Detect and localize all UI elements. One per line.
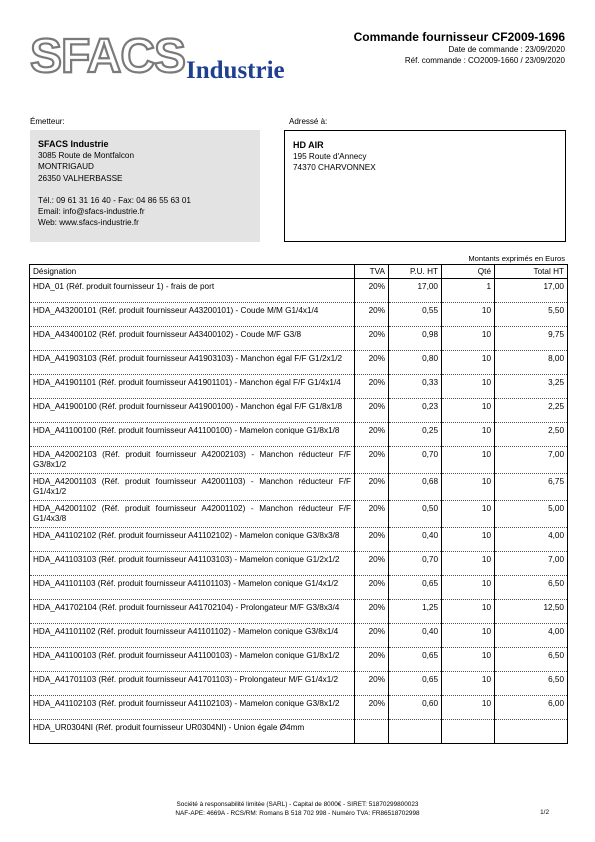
cell-designation: HDA_UR0304NI (Réf. produit fournisseur UR0304NI) - Union égale Ø4mm — [30, 720, 355, 744]
recipient-address-line: 195 Route d'Annecy — [293, 152, 367, 162]
cell-quantity: 10 — [442, 474, 495, 501]
logo-graphic — [28, 30, 318, 90]
cell-tva: 20% — [355, 375, 389, 399]
table-header-row — [30, 265, 568, 279]
issuer-phone: Tél.: 09 61 31 16 40 - Fax: 04 86 55 63 01 — [38, 195, 191, 205]
cell-tva: 20% — [355, 600, 389, 624]
cell-quantity: 10 — [442, 399, 495, 423]
cell-total: 12,50 — [495, 600, 568, 624]
cell-total — [495, 720, 568, 744]
company-logo — [28, 30, 318, 90]
cell-tva: 20% — [355, 423, 389, 447]
table-row — [30, 576, 568, 600]
cell-quantity: 10 — [442, 423, 495, 447]
cell-tva: 20% — [355, 672, 389, 696]
cell-total: 7,00 — [495, 552, 568, 576]
cell-designation: HDA_A42001103 (Réf. produit fournisseur A42001103) - Manchon réducteur F/F G1/4x1/2 — [30, 474, 355, 501]
cell-unit-price: 0,40 — [389, 624, 442, 648]
cell-total: 6,75 — [495, 474, 568, 501]
cell-total: 4,00 — [495, 624, 568, 648]
footer-line: Société à responsabilité limitée (SARL) - Capital de 8000€ - SIRET: 51870299800023 — [176, 801, 419, 808]
cell-quantity: 10 — [442, 624, 495, 648]
cell-designation: HDA_A42002103 (Réf. produit fournisseur A42002103) - Manchon réducteur F/F G3/8x1/2 — [30, 447, 355, 474]
cell-unit-price: 0,50 — [389, 501, 442, 528]
issuer-email: Email: info@sfacs-industrie.fr — [38, 207, 145, 217]
table-row — [30, 552, 568, 576]
cell-quantity: 10 — [442, 303, 495, 327]
cell-unit-price — [389, 720, 442, 744]
cell-unit-price: 0,70 — [389, 552, 442, 576]
table-row — [30, 600, 568, 624]
cell-quantity: 10 — [442, 351, 495, 375]
column-header-total: Total HT — [495, 265, 568, 279]
cell-total: 3,25 — [495, 375, 568, 399]
cell-quantity — [442, 720, 495, 744]
table-row — [30, 327, 568, 351]
document-title: Commande fournisseur CF2009-1696 — [353, 30, 565, 44]
table-row — [30, 399, 568, 423]
order-date: Date de commande : 23/09/2020 — [448, 45, 565, 54]
legal-footer — [0, 800, 595, 818]
cell-unit-price: 0,70 — [389, 447, 442, 474]
cell-unit-price: 0,60 — [389, 696, 442, 720]
cell-quantity: 10 — [442, 528, 495, 552]
cell-designation: HDA_01 (Réf. produit fournisseur 1) - frais de port — [30, 279, 355, 303]
cell-quantity: 10 — [442, 501, 495, 528]
table-row — [30, 501, 568, 528]
cell-tva: 20% — [355, 327, 389, 351]
table-body — [30, 279, 568, 744]
cell-designation: HDA_A41702104 (Réf. produit fournisseur A41702104) - Prolongateur M/F G3/8x3/4 — [30, 600, 355, 624]
cell-designation: HDA_A41100100 (Réf. produit fournisseur A41100100) - Mamelon conique G1/8x1/8 — [30, 423, 355, 447]
cell-quantity: 10 — [442, 576, 495, 600]
cell-total: 6,50 — [495, 672, 568, 696]
cell-total: 9,75 — [495, 327, 568, 351]
cell-unit-price: 17,00 — [389, 279, 442, 303]
cell-tva: 20% — [355, 528, 389, 552]
cell-designation: HDA_A41903103 (Réf. produit fournisseur A41903103) - Manchon égal F/F G1/2x1/2 — [30, 351, 355, 375]
table-row — [30, 624, 568, 648]
cell-unit-price: 0,65 — [389, 672, 442, 696]
cell-unit-price: 0,65 — [389, 648, 442, 672]
cell-tva: 20% — [355, 474, 389, 501]
cell-total: 6,50 — [495, 576, 568, 600]
cell-total: 6,50 — [495, 648, 568, 672]
table-row — [30, 528, 568, 552]
recipient-name: HD AIR — [293, 140, 324, 150]
cell-tva: 20% — [355, 303, 389, 327]
recipient-block — [284, 130, 566, 242]
cell-designation: HDA_A41102102 (Réf. produit fournisseur A41102102) - Mamelon conique G3/8x3/8 — [30, 528, 355, 552]
table-row — [30, 279, 568, 303]
cell-total: 6,00 — [495, 696, 568, 720]
table-row — [30, 423, 568, 447]
column-header-quantity: Qté — [442, 265, 495, 279]
cell-tva: 20% — [355, 552, 389, 576]
cell-quantity: 10 — [442, 447, 495, 474]
table-row — [30, 672, 568, 696]
cell-quantity: 10 — [442, 672, 495, 696]
cell-unit-price: 0,55 — [389, 303, 442, 327]
page-number: 1/2 — [540, 809, 549, 816]
cell-designation: HDA_A41100103 (Réf. produit fournisseur A41100103) - Mamelon conique G1/8x1/2 — [30, 648, 355, 672]
cell-designation: HDA_A41101102 (Réf. produit fournisseur A41101102) - Mamelon conique G3/8x1/4 — [30, 624, 355, 648]
cell-total: 4,00 — [495, 528, 568, 552]
column-header-tva: TVA — [355, 265, 389, 279]
cell-designation: HDA_A42001102 (Réf. produit fournisseur A42001102) - Manchon réducteur F/F G1/4x3/8 — [30, 501, 355, 528]
logo-letters: SFACS — [30, 30, 186, 83]
cell-total: 7,00 — [495, 447, 568, 474]
cell-designation: HDA_A41103103 (Réf. produit fournisseur A41103103) - Mamelon conique G1/2x1/2 — [30, 552, 355, 576]
cell-tva: 20% — [355, 696, 389, 720]
cell-unit-price: 0,65 — [389, 576, 442, 600]
cell-tva: 20% — [355, 624, 389, 648]
document-header — [354, 30, 565, 66]
cell-quantity: 10 — [442, 375, 495, 399]
issuer-name: SFACS Industrie — [38, 139, 109, 149]
cell-total: 2,50 — [495, 423, 568, 447]
order-lines-table — [29, 264, 568, 744]
column-header-unit-price: P.U. HT — [389, 265, 442, 279]
table-row — [30, 648, 568, 672]
issuer-address-line: 26350 VALHERBASSE — [38, 173, 123, 183]
recipient-address-line: 74370 CHARVONNEX — [293, 163, 376, 173]
cell-designation: HDA_A41701103 (Réf. produit fournisseur A41701103) - Prolongateur M/F G1/4x1/2 — [30, 672, 355, 696]
issuer-web: Web: www.sfacs-industrie.fr — [38, 218, 139, 228]
cell-total: 17,00 — [495, 279, 568, 303]
cell-tva: 20% — [355, 399, 389, 423]
issuer-label: Émetteur: — [30, 117, 65, 126]
cell-unit-price: 0,68 — [389, 474, 442, 501]
cell-total: 5,50 — [495, 303, 568, 327]
cell-designation: HDA_A43400102 (Réf. produit fournisseur A43400102) - Coude M/F G3/8 — [30, 327, 355, 351]
cell-tva: 20% — [355, 501, 389, 528]
cell-quantity: 10 — [442, 600, 495, 624]
cell-unit-price: 1,25 — [389, 600, 442, 624]
table-row — [30, 696, 568, 720]
cell-unit-price: 0,80 — [389, 351, 442, 375]
issuer-address-line: 3085 Route de Montfalcon — [38, 151, 135, 161]
column-header-designation: Désignation — [30, 265, 355, 279]
cell-quantity: 10 — [442, 327, 495, 351]
cell-tva: 20% — [355, 351, 389, 375]
cell-quantity: 10 — [442, 696, 495, 720]
logo-word: Industrie — [186, 57, 285, 84]
cell-tva: 20% — [355, 576, 389, 600]
table-row — [30, 447, 568, 474]
cell-quantity: 10 — [442, 648, 495, 672]
table-row — [30, 720, 568, 744]
cell-designation: HDA_A41901101 (Réf. produit fournisseur A41901101) - Manchon égal F/F G1/4x1/4 — [30, 375, 355, 399]
table-row — [30, 474, 568, 501]
table-row — [30, 303, 568, 327]
cell-total: 2,25 — [495, 399, 568, 423]
cell-unit-price: 0,23 — [389, 399, 442, 423]
cell-tva: 20% — [355, 648, 389, 672]
cell-unit-price: 0,25 — [389, 423, 442, 447]
cell-unit-price: 0,33 — [389, 375, 442, 399]
currency-note: Montants exprimés en Euros — [468, 254, 565, 263]
cell-quantity: 10 — [442, 552, 495, 576]
issuer-address-line: MONTRIGAUD — [38, 162, 94, 172]
cell-designation: HDA_A41102103 (Réf. produit fournisseur A41102103) - Mamelon conique G3/8x1/2 — [30, 696, 355, 720]
cell-designation: HDA_A41101103 (Réf. produit fournisseur A41101103) - Mamelon conique G1/4x1/2 — [30, 576, 355, 600]
cell-tva — [355, 720, 389, 744]
cell-designation: HDA_A41900100 (Réf. produit fournisseur A41900100) - Manchon égal F/F G1/8x1/8 — [30, 399, 355, 423]
cell-unit-price: 0,40 — [389, 528, 442, 552]
table-row — [30, 375, 568, 399]
footer-line: NAF-APE: 4669A - RCS/RM: Romans B 518 702 998 - Numéro TVA: FR86518702998 — [175, 810, 420, 817]
table-row — [30, 351, 568, 375]
order-reference: Réf. commande : CO2009-1660 / 23/09/2020 — [404, 56, 565, 65]
cell-quantity: 1 — [442, 279, 495, 303]
cell-tva: 20% — [355, 279, 389, 303]
cell-total: 8,00 — [495, 351, 568, 375]
cell-total: 5,00 — [495, 501, 568, 528]
cell-tva: 20% — [355, 447, 389, 474]
recipient-label: Adressé à: — [289, 117, 328, 126]
issuer-block — [30, 130, 260, 242]
cell-unit-price: 0,98 — [389, 327, 442, 351]
cell-designation: HDA_A43200101 (Réf. produit fournisseur A43200101) - Coude M/M G1/4x1/4 — [30, 303, 355, 327]
